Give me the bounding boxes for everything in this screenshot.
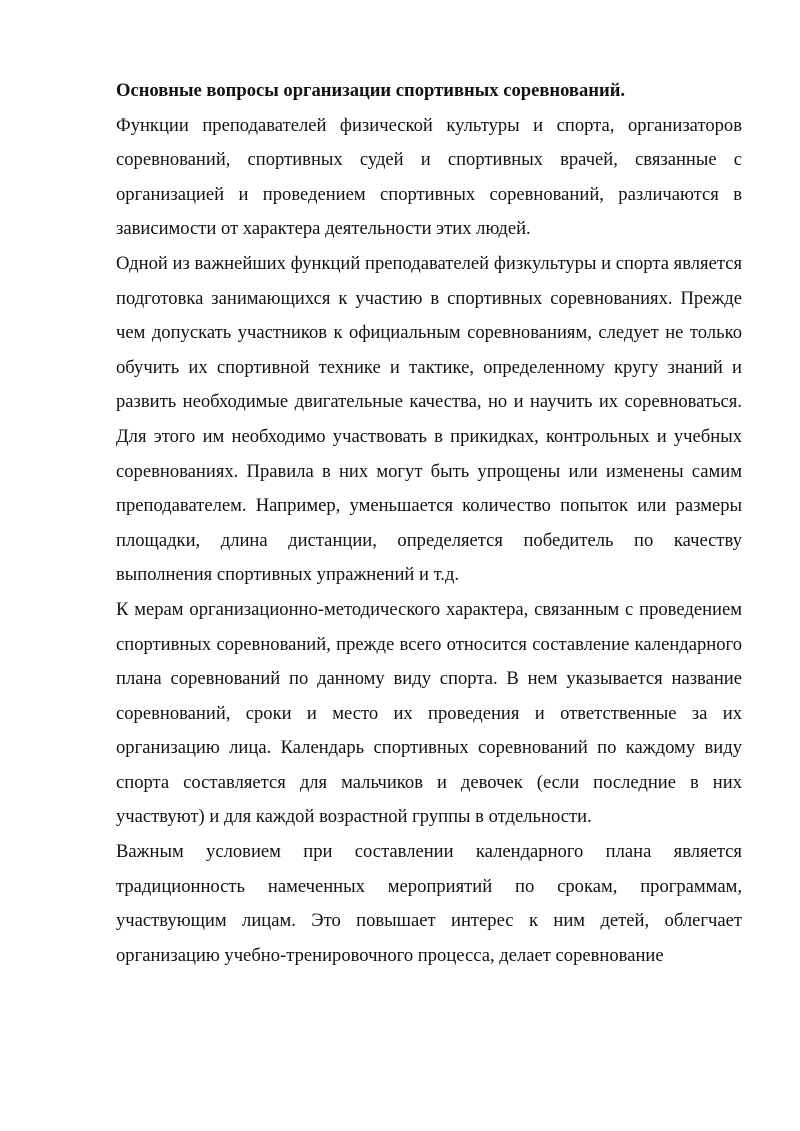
document-body (116, 74, 742, 973)
paragraph-calendar-plan: К мерам организационно-методического характера, связанным с проведением спортивных соревнований, прежде всего относится составление календарного плана соревнований по данному виду спорта. В нем указывается название соревнований, сроки и место их проведения и ответственные за их организацию лица. Календарь спортивных соревнований по каждому виду спорта составляется для мальчиков и девочек (если последние в них участвуют) и для каждой возрастной группы в отдельности. (116, 598, 742, 828)
paragraph-preparation: Одной из важнейших функций преподавателей физкультуры и спорта является подготовка занимающихся к участию в спортивных соревнованиях. Прежде чем допускать участников к официальным соревнованиям, следует не только обучить их спортивной технике и тактике, определенному кругу знаний и развить необходимые двигательные качества, но и научить их соревноваться. Для этого им необходимо участвовать в прикидках, контрольных и учебных соревнованиях. Правила в них могут быть упрощены или изменены самим преподавателем. Например, уменьшается количество попыток или размеры площадки, длина дистанции, определяется победитель по качеству выполнения спортивных упражнений и т.д. (116, 252, 742, 586)
paragraph-tradition: Важным условием при составлении календарного плана является традиционность намеченных мероприятий по срокам, программам, участвующим лицам. Это повышает интерес к ним детей, облегчает организацию учебно-тренировочного процесса, делает соревнование (116, 841, 742, 966)
paragraph-functions: Функции преподавателей физической культуры и спорта, организаторов соревнований, спортивных судей и спортивных врачей, связанные с организацией и проведением спортивных соревнований, различаются в зависимости от характера деятельности этих людей. (116, 114, 742, 240)
document-heading: Основные вопросы организации спортивных соревнований. (116, 80, 626, 101)
